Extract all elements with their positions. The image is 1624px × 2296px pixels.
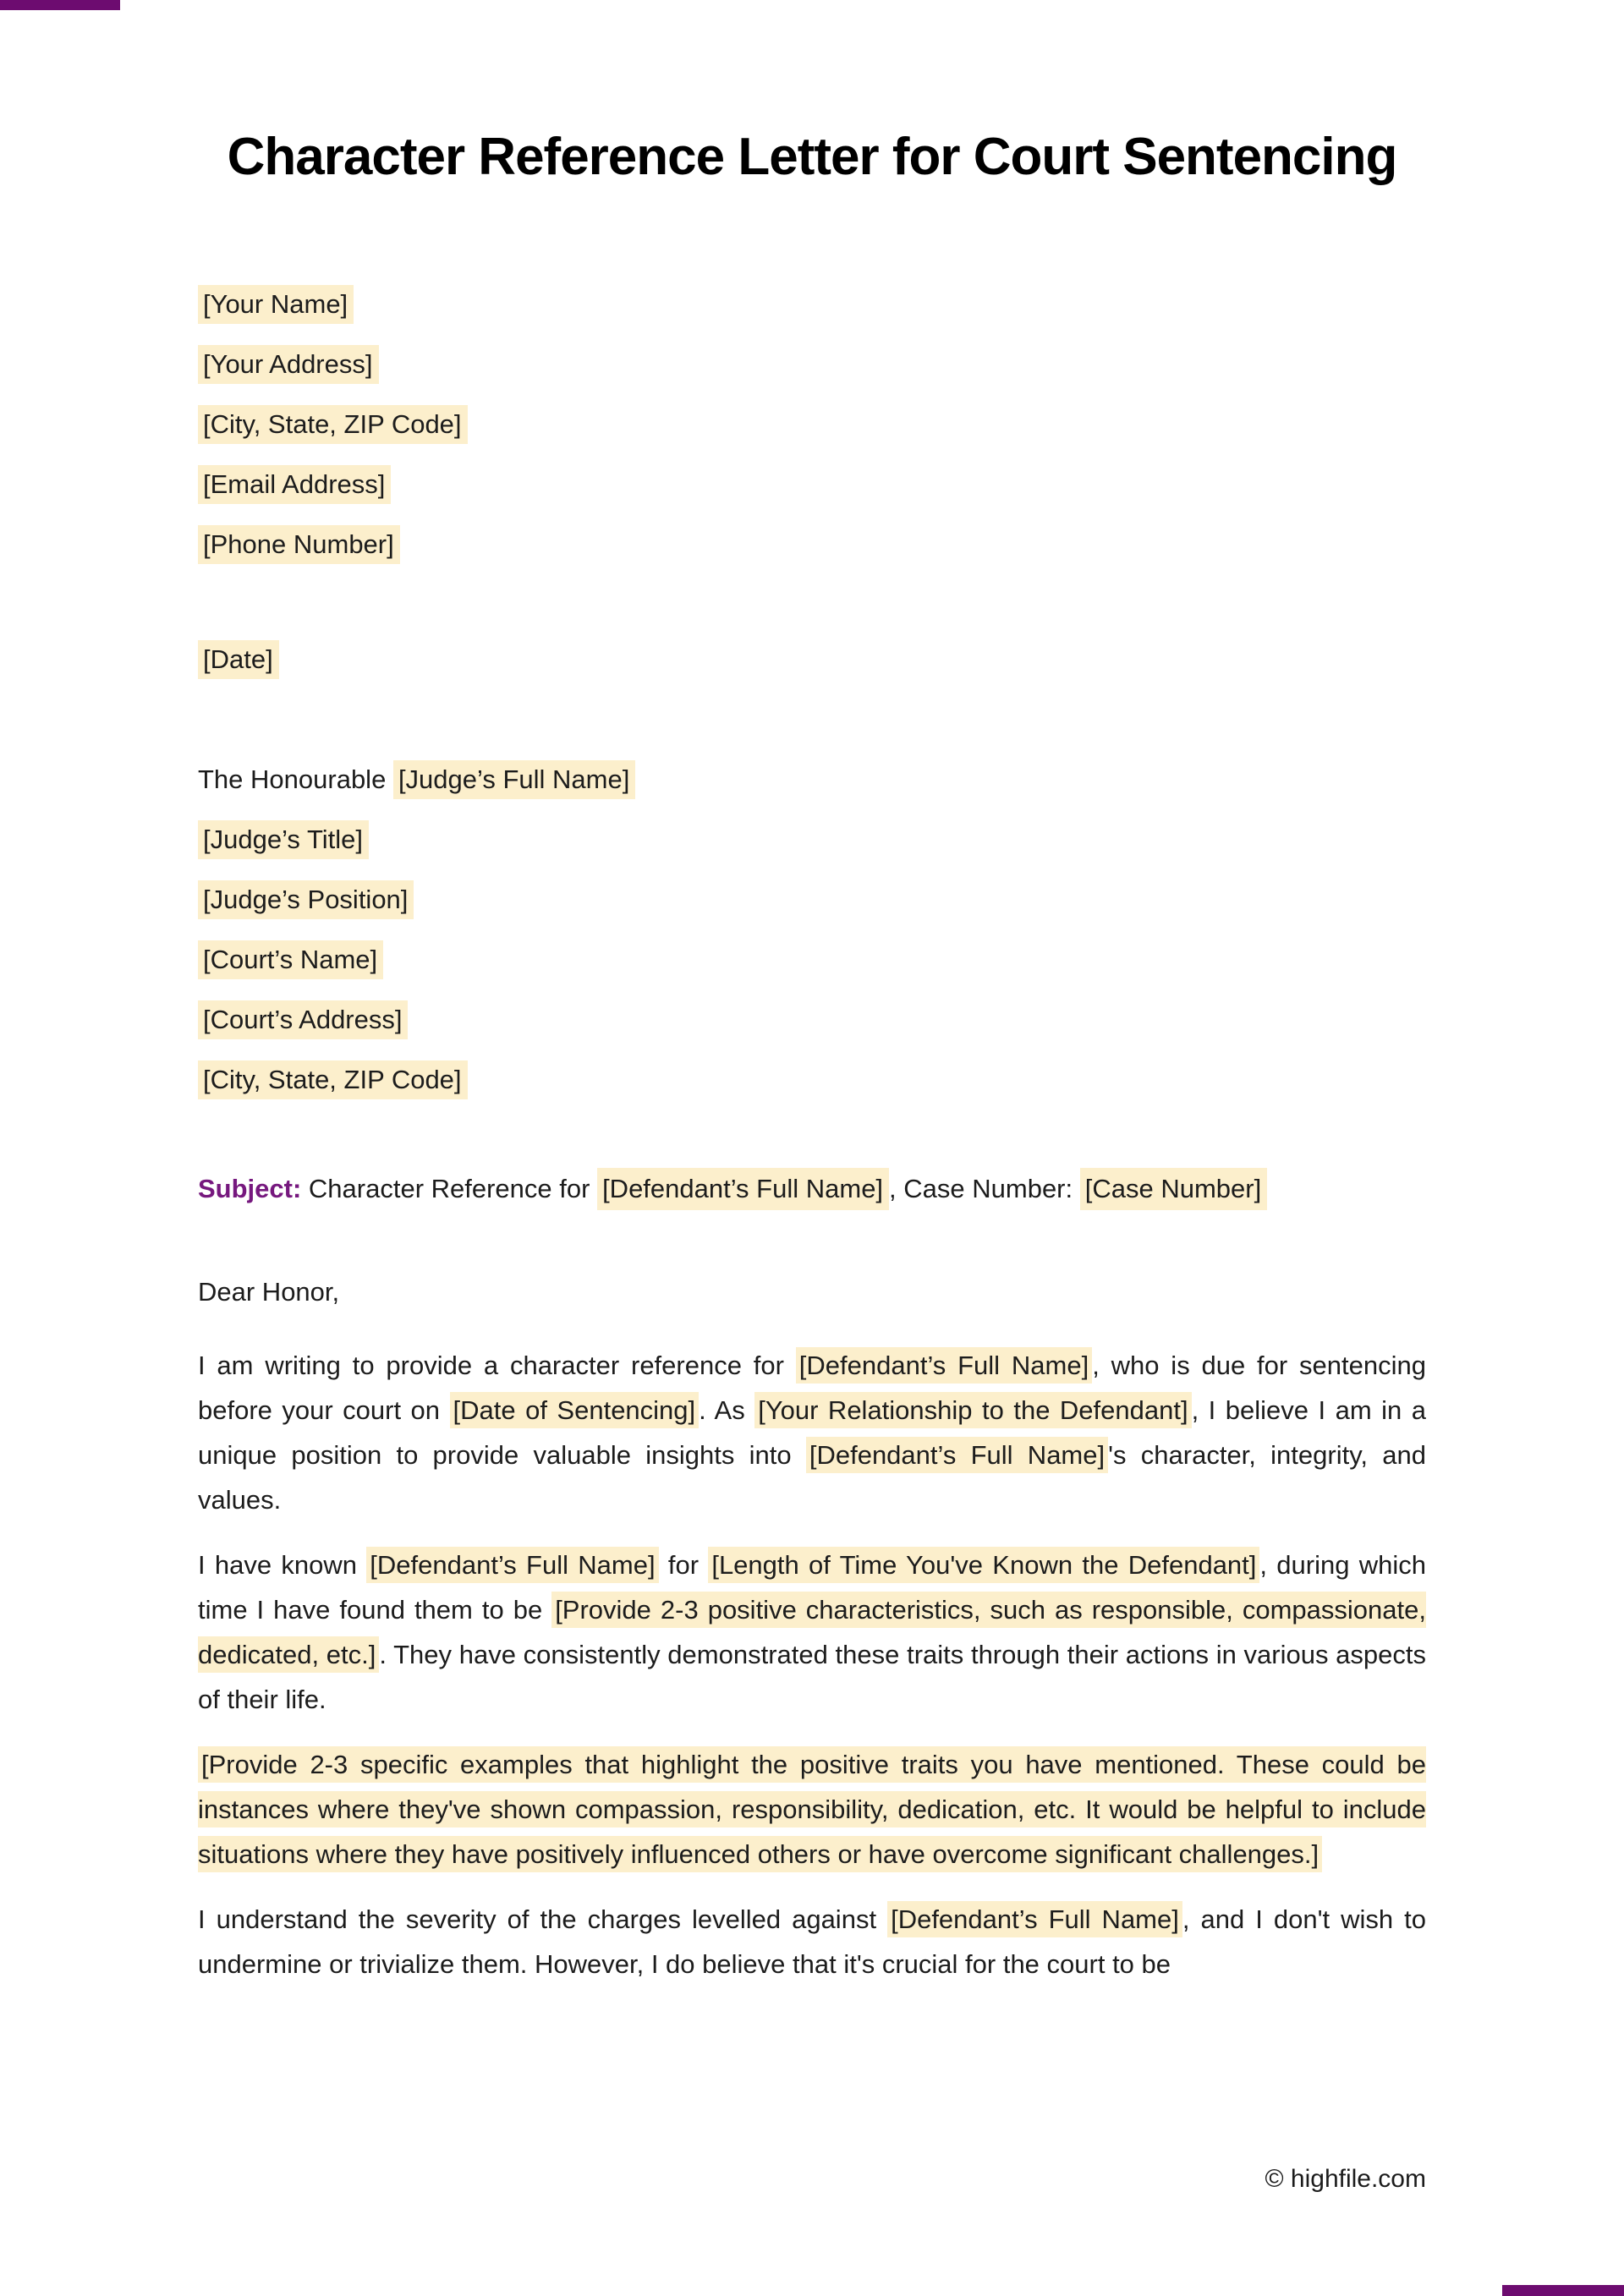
placeholder-highlight: [Judge’s Title] [198, 820, 369, 859]
placeholder-highlight: [Defendant’s Full Name] [597, 1168, 889, 1210]
plain-text: , I believe I am in a unique position to provide valuable insights into [198, 1395, 1426, 1471]
placeholder-highlight: [Court’s Address] [198, 1000, 408, 1039]
plain-text: I have known [198, 1550, 367, 1581]
plain-text: , who is due for sentencing before your court on [198, 1351, 1427, 1426]
placeholder-highlight: [Date of Sentencing] [450, 1392, 700, 1428]
placeholder-highlight: [Defendant’s Full Name] [887, 1901, 1182, 1937]
address-line [198, 405, 1426, 444]
placeholder-highlight: [Email Address] [198, 465, 391, 504]
placeholder-highlight: [Defendant’s Full Name] [796, 1347, 1092, 1384]
subject-label: Subject: [198, 1174, 302, 1203]
letter-body [198, 285, 1426, 1986]
placeholder-highlight: [City, State, ZIP Code] [198, 405, 468, 444]
placeholder-highlight: [Judge’s Position] [198, 880, 414, 919]
placeholder-highlight: [Length of Time You've Known the Defendant] [708, 1547, 1259, 1583]
plain-text: , during which time I have found them to be [198, 1550, 1426, 1625]
bottom-right-accent-bar [1502, 2285, 1624, 2296]
placeholder-highlight: [Case Number] [1080, 1168, 1267, 1210]
plain-text: for [658, 1550, 709, 1581]
address-line [198, 1000, 1426, 1039]
placeholder-highlight: [Your Relationship to the Defendant] [754, 1392, 1191, 1428]
plain-text: I am writing to provide a character reference for [198, 1351, 796, 1381]
body-paragraph-3 [198, 1742, 1426, 1877]
placeholder-highlight: [Phone Number] [198, 525, 400, 564]
address-line [198, 940, 1426, 979]
plain-text: , and I don't wish to undermine or trivialize them. However, I do believe that it's crucial for the court to be [198, 1904, 1426, 1980]
salutation: Dear Honor, [198, 1277, 340, 1307]
footer-credit: © highfile.com [1265, 2165, 1426, 2193]
address-line [198, 1060, 1426, 1099]
plain-text: . As [699, 1395, 755, 1426]
plain-text: . They have consistently demonstrated these traits through their actions in various aspects of their life. [198, 1640, 1427, 1715]
address-line [198, 345, 1426, 384]
date-placeholder: [Date] [198, 640, 279, 679]
placeholder-highlight: [Judge’s Full Name] [393, 760, 635, 799]
placeholder-highlight: [Court’s Name] [198, 940, 383, 979]
plain-text: I understand the severity of the charges levelled against [198, 1904, 888, 1935]
placeholder-highlight: [Provide 2-3 positive characteristics, such as responsible, compassionate, dedicated, etc.] [198, 1592, 1426, 1673]
placeholder-highlight: [Defendant’s Full Name] [366, 1547, 658, 1583]
plain-text: The Honourable [198, 764, 393, 794]
address-line [198, 820, 1426, 859]
sender-address-block [198, 285, 1426, 564]
body-paragraph-1 [198, 1343, 1426, 1522]
body-paragraph-2 [198, 1543, 1426, 1722]
subject-text [301, 1168, 1267, 1210]
plain-text: 's character, integrity, and values. [198, 1440, 1427, 1515]
placeholder-highlight: [Your Address] [198, 345, 379, 384]
address-line [198, 880, 1426, 919]
date-line [198, 640, 1426, 679]
top-left-accent-bar [0, 0, 120, 10]
address-line [198, 465, 1426, 504]
page-title: Character Reference Letter for Court Sentencing [227, 128, 1397, 186]
placeholder-highlight: [City, State, ZIP Code] [198, 1060, 468, 1099]
plain-text: , Case Number: [889, 1174, 1080, 1203]
placeholder-highlight: [Provide 2-3 specific examples that highlight the positive traits you have mentioned. These could be instances where they've shown compassion, responsibility, dedication, etc. It would be helpful to include situations where they have positively influenced others or have overcome significant challenges.] [198, 1746, 1426, 1872]
placeholder-highlight: [Defendant’s Full Name] [806, 1437, 1108, 1473]
plain-text: Character Reference for [301, 1174, 598, 1203]
body-paragraph-4 [198, 1897, 1426, 1986]
address-line [198, 525, 1426, 564]
address-line [198, 285, 1426, 324]
subject-line [198, 1175, 1426, 1202]
recipient-address-block [198, 820, 1426, 1099]
placeholder-highlight: [Your Name] [198, 285, 354, 324]
recipient-honorific-line [198, 760, 1426, 799]
